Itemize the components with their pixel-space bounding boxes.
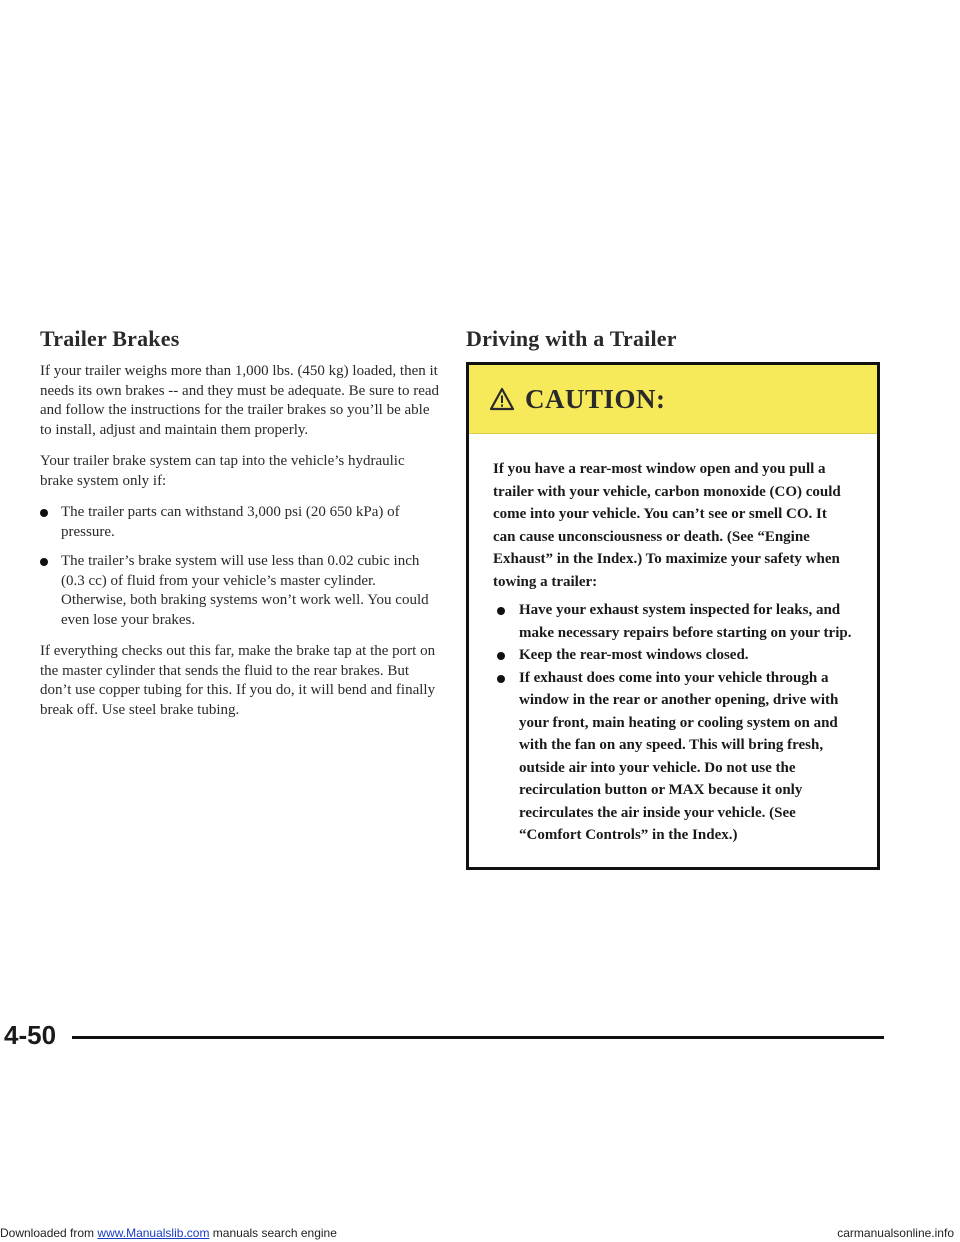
trailer-brakes-paragraph-2: Your trailer brake system can tap into the vehicle’s hydraulic brake system only if: xyxy=(40,453,405,489)
watermark-text: carmanualsonline.info xyxy=(837,1226,954,1240)
bullet-icon xyxy=(497,607,505,615)
warning-triangle-icon xyxy=(489,387,515,411)
manualslib-link[interactable]: www.Manualslib.com xyxy=(97,1226,210,1240)
bullet-icon xyxy=(40,509,48,517)
caution-text: If you have a rear-most window open and you pull a trailer with your vehicle, carbon monoxide (CO) could come into your vehicle. You can’t see or smell CO. It can cause unconsciousness or death. (See “Engine Exhaust” in the Index.) To maximize your safety when towing a trailer: xyxy=(493,461,841,590)
bullet-text: The trailer parts can withstand 3,000 psi (20 650 kPa) of pressure. xyxy=(61,504,400,540)
trailer-brakes-bullet-list xyxy=(40,503,440,630)
caution-bullet-text: Keep the rear-most windows closed. xyxy=(519,647,749,663)
footer-divider xyxy=(72,1036,884,1039)
bullet-icon xyxy=(497,675,505,683)
bullet-icon xyxy=(497,652,505,660)
caution-label: CAUTION: xyxy=(525,383,666,414)
caution-header xyxy=(469,365,877,434)
download-prefix: Downloaded from xyxy=(0,1226,95,1240)
caution-bullet-text: If exhaust does come into your vehicle through a window in the rear or another opening, drive with your front, main heating or cooling system on and with the fan on any speed. This will bring fresh, outside air into your vehicle. Do not use the recirculation button or MAX because it only recirculates the air inside your vehicle. (See “Comfort Controls” in the Index.) xyxy=(519,669,839,843)
download-suffix: manuals search engine xyxy=(212,1226,337,1240)
bullet-item xyxy=(40,503,440,542)
driving-with-trailer-heading: Driving with a Trailer xyxy=(466,326,677,351)
trailer-brakes-paragraph-1: If your trailer weighs more than 1,000 lbs. (450 kg) loaded, then it needs its own brakes -- and they must be adequate. Be sure to read and follow the instructions for the trailer brakes so you’ll be able to install, adjust and maintain them properly. xyxy=(40,363,440,438)
bullet-item xyxy=(40,552,440,630)
caution-bullet-list xyxy=(493,599,853,847)
caution-body xyxy=(469,434,877,847)
trailer-brakes-heading: Trailer Brakes xyxy=(40,326,180,351)
page-footer xyxy=(0,1020,886,1060)
page-number: 4-50 xyxy=(4,1020,57,1050)
download-banner xyxy=(0,1224,960,1242)
left-column xyxy=(40,326,440,732)
caution-bullet-item xyxy=(493,599,853,644)
caution-bullet-item xyxy=(493,667,853,847)
caution-bullet-item xyxy=(493,644,853,667)
trailer-brakes-paragraph-3: If everything checks out this far, make the brake tap at the port on the master cylinder that sends the fluid to the rear brakes. But don’t use copper tubing for this. If you do, it will bend and finally break off. Use steel brake tubing. xyxy=(40,643,436,718)
bullet-icon xyxy=(40,558,48,566)
right-column xyxy=(466,326,886,870)
caution-box xyxy=(466,362,880,870)
caution-bullet-text: Have your exhaust system inspected for leaks, and make necessary repairs before starting on your trip. xyxy=(519,602,852,641)
bullet-text: The trailer’s brake system will use less than 0.02 cubic inch (0.3 cc) of fluid from your vehicle’s master cylinder. Otherwise, both braking systems won’t work well. You could even lose your brakes. xyxy=(61,553,429,628)
